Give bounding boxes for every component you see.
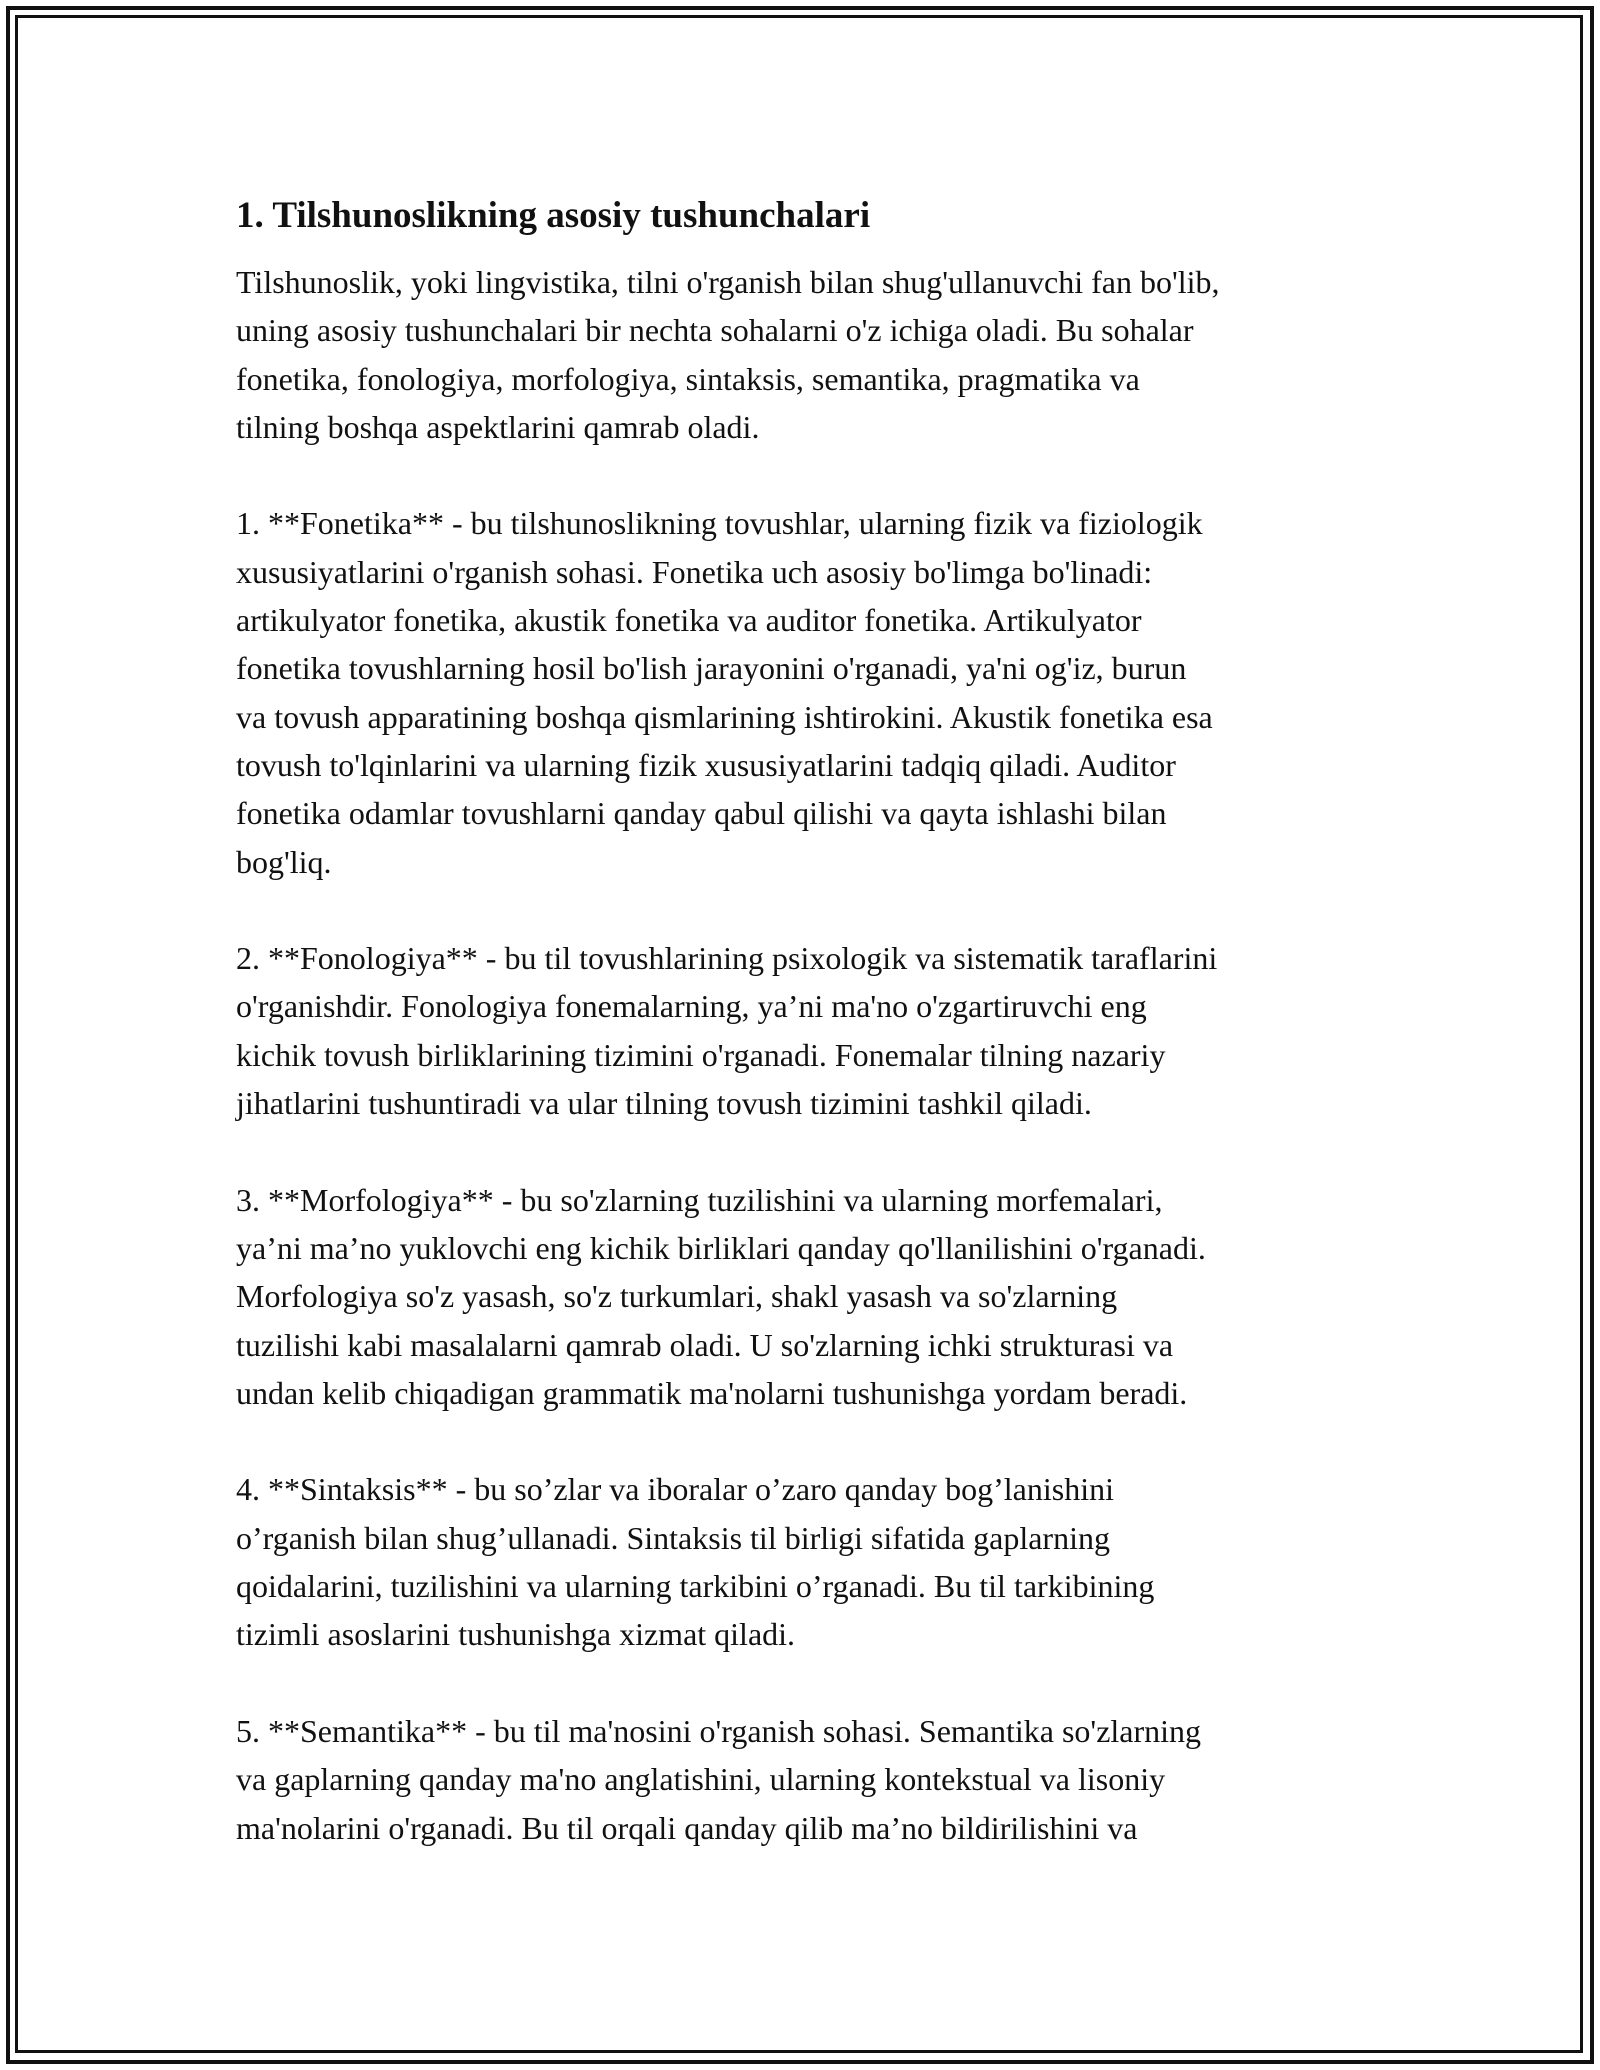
fonetika-paragraph: 1. **Fonetika** - bu tilshunoslikning tovushlar, ularning fizik va fiziologik xususiyatlarini o'rganish sohasi. Fonetika uch asosiy bo'limga bo'linadi: artikulyator fonetika, akustik fonetika va auditor fonetika. Artikulyator fonetika tovushlarning hosil bo'lish jarayonini o'rganadi, ya'ni og'iz, burun va tovush apparatining boshqa qismlarining ishtirokini. Akustik fonetika esa tovush to'lqinlarini va ularning fizik xususiyatlarini tadqiq qiladi. Auditor fonetika odamlar tovushlarni qanday qabul qilishi va qayta ishlashi bilan bog'liq. <box>236 505 1213 880</box>
document-title: 1. Tilshunoslikning asosiy tushunchalari <box>236 195 871 236</box>
semantika-paragraph: 5. **Semantika** - bu til ma'nosini o'rganish sohasi. Semantika so'zlarning va gaplarning qanday ma'no anglatishini, ularning kontekstual va lisoniy ma'nolarini o'rganadi. Bu til orqali qanday qilib ma’no bildirilishini va <box>236 1712 1202 1846</box>
document-body <box>236 186 1370 1900</box>
intro-paragraph: Tilshunoslik, yoki lingvistika, tilni o'rganish bilan shug'ullanuvchi fan bo'lib, uning asosiy tushunchalari bir nechta sohalarni o'z ichiga oladi. Bu sohalar fonetika, fonologiya, morfologiya, sintaksis, semantika, pragmatika va tilning boshqa aspektlarini qamrab oladi. <box>236 264 1220 445</box>
morfologiya-paragraph: 3. **Morfologiya** - bu so'zlarning tuzilishini va ularning morfemalari, ya’ni ma’no yuklovchi eng kichik birliklari qanday qo'llanilishini o'rganadi. Morfologiya so'z yasash, so'z turkumlari, shakl yasash va so'zlarning tuzilishi kabi masalalarni qamrab oladi. U so'zlarning ichki strukturasi va undan kelib chiqadigan grammatik ma'nolarni tushunishga yordam beradi. <box>236 1181 1206 1411</box>
sintaksis-paragraph: 4. **Sintaksis** - bu so’zlar va iboralar o’zaro qanday bog’lanishini o’rganish bilan shug’ullanadi. Sintaksis til birligi sifatida gaplarning qoidalarini, tuzilishini va ularning tarkibini o’rganadi. Bu til tarkibining tizimli asoslarini tushunishga xizmat qiladi. <box>236 1471 1155 1653</box>
fonologiya-paragraph: 2. **Fonologiya** - bu til tovushlarining psixologik va sistematik taraflarini o'rganishdir. Fonologiya fonemalarning, ya’ni ma'no o'zgartiruvchi eng kichik tovush birliklarining tizimini o'rganadi. Fonemalar tilning nazariy jihatlarini tushuntiradi va ular tilning tovush tizimini tashkil qiladi. <box>236 940 1218 1122</box>
